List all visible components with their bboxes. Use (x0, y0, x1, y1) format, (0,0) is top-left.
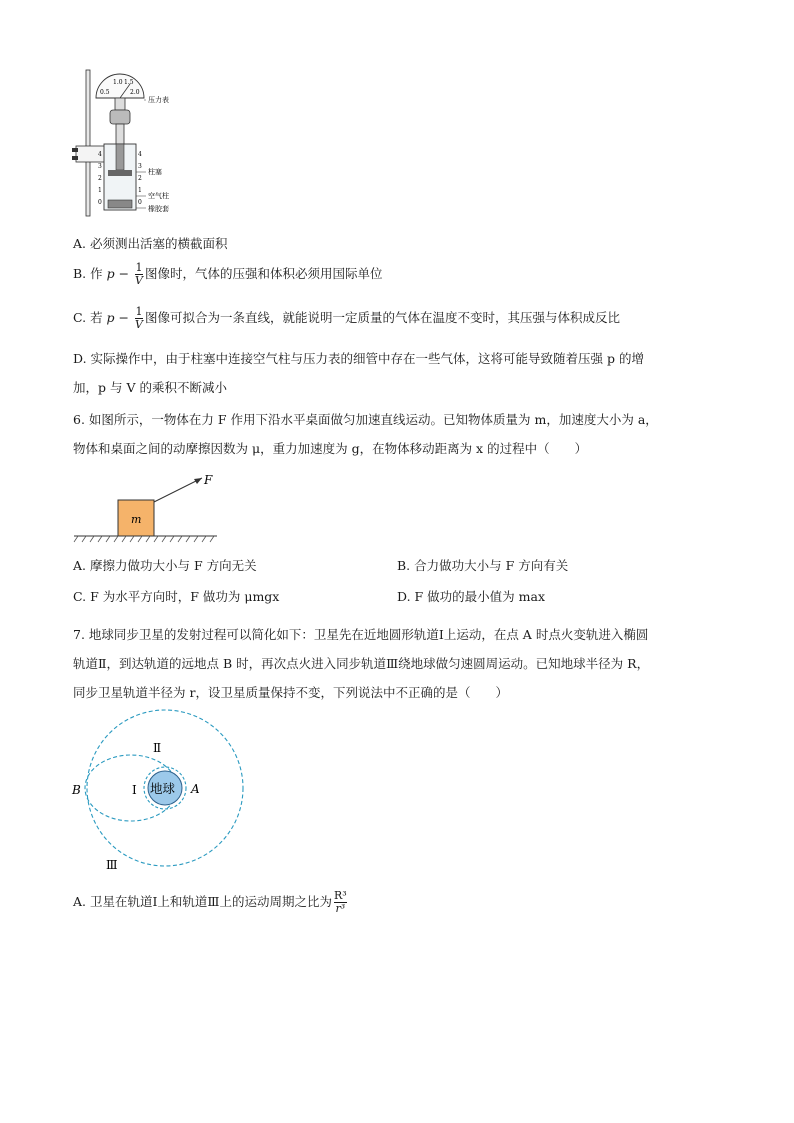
frac-num: 1 (135, 305, 143, 318)
q7-stem-text-2: 轨道Ⅱ，到达轨道的远地点 B 时，再次点火进入同步轨道Ⅲ绕地球做匀速圆周运动。已知地球半径为 R， (73, 656, 650, 671)
gauge-tick-2: 1.5 (124, 79, 134, 86)
q7-stem-line2 (73, 655, 649, 673)
scale-left-2: 2 (98, 175, 102, 182)
q7-stem-line3 (73, 684, 508, 702)
q7-option-a[interactable] (73, 890, 349, 915)
scale-right-0: 0 (138, 199, 142, 206)
scale-right-4: 4 (138, 151, 142, 158)
q5-option-d-line2 (73, 379, 227, 397)
label-rubber-plug: 橡胶套 (148, 205, 169, 213)
scale-left-1: 1 (98, 187, 102, 194)
label-plunger: 柱塞 (148, 168, 162, 176)
q5-option-b-var: p (106, 266, 115, 281)
orbit-1-label: Ⅰ (132, 783, 137, 797)
q6-option-c[interactable] (73, 588, 279, 606)
frac-den: V (135, 274, 143, 287)
point-b-label: B (72, 783, 81, 797)
scale-right-1: 1 (138, 187, 142, 194)
q7-stem-line1 (73, 626, 648, 644)
block-mass-label: m (131, 513, 142, 526)
scale-left-4: 4 (98, 151, 102, 158)
orbit-2-label: Ⅱ (153, 741, 162, 755)
q6-option-c-text: C. F 为水平方向时，F 做功为 μmgx (73, 589, 280, 604)
q6-stem-text-1: 6. 如图所示，一物体在力 F 作用下沿水平桌面做匀加速直线运动。已知物体质量为 m，加速度大小为 a， (73, 412, 658, 427)
gauge-tick-4: 2.0 (130, 89, 140, 96)
q5-option-d-text-1: D. 实际操作中，由于柱塞中连接空气柱与压力表的细管中存在一些气体，这将可能导致随着压强 p 的增 (73, 351, 644, 366)
q5-option-c-prefix: C. 若 (73, 310, 107, 325)
frac-den: r³ (335, 902, 346, 915)
scale-right-3: 3 (138, 163, 142, 170)
q5-option-d-text-2: 加，p 与 V 的乘积不断减小 (73, 380, 227, 395)
q5-option-b[interactable] (73, 262, 383, 287)
q6-option-a-text: A. 摩擦力做功大小与 F 方向无关 (73, 558, 257, 573)
q6-option-d[interactable] (397, 588, 545, 606)
force-label: F (204, 473, 213, 487)
q5-option-c-var: p (106, 310, 115, 325)
block-force-figure (72, 470, 232, 550)
q5-option-d-line1[interactable] (73, 350, 644, 368)
q6-stem-line1 (73, 411, 658, 429)
q5-option-b-prefix: B. 作 (73, 266, 107, 281)
q6-option-d-text: D. F 做功的最小值为 max (397, 589, 545, 604)
q6-stem-line2 (73, 440, 587, 458)
q5-option-c[interactable] (73, 306, 620, 331)
gas-law-apparatus-figure (70, 68, 190, 218)
q5-option-b-text: 图像时，气体的压强和体积必须用国际单位 (145, 266, 383, 281)
satellite-orbit-figure (68, 706, 258, 874)
q5-option-a[interactable] (73, 235, 227, 253)
q6-option-b[interactable] (397, 557, 568, 575)
q7-option-a-text: A. 卫星在轨道Ⅰ上和轨道Ⅲ上的运动周期之比为 (73, 894, 332, 909)
label-pressure-gauge: 压力表 (148, 96, 169, 104)
orbit-3-label: Ⅲ (106, 858, 118, 872)
label-air-column: 空气柱 (148, 192, 169, 200)
scale-left-3: 3 (98, 163, 102, 170)
scale-left-0: 0 (98, 199, 102, 206)
q6-option-b-text: B. 合力做功大小与 F 方向有关 (397, 558, 569, 573)
q5-option-b-fraction (135, 262, 143, 287)
gauge-tick-3: 0.5 (100, 89, 110, 96)
frac-num: 1 (135, 261, 143, 274)
q7-stem-text-3: 同步卫星轨道半径为 r，设卫星质量保持不变，下列说法中不正确的是（ ） (73, 685, 508, 700)
q7-option-a-fraction (334, 890, 347, 915)
frac-num: R³ (333, 889, 347, 902)
q6-stem-text-2: 物体和桌面之间的动摩擦因数为 μ，重力加速度为 g，在物体移动距离为 x 的过程中（ ） (73, 441, 588, 456)
q5-option-a-text: A. 必须测出活塞的横截面积 (73, 236, 228, 251)
point-a-label: A (191, 782, 200, 796)
frac-den: V (134, 318, 143, 331)
gauge-tick-1: 1.0 (113, 79, 123, 86)
scale-right-2: 2 (138, 175, 142, 182)
q5-option-b-minus: − (114, 266, 134, 281)
q5-option-c-minus: − (114, 310, 133, 325)
q7-stem-text-1: 7. 地球同步卫星的发射过程可以简化如下：卫星先在近地圆形轨道Ⅰ上运动，在点 A 时点火变轨进入椭圆 (73, 627, 649, 642)
earth-label: 地球 (150, 781, 176, 796)
q5-option-c-fraction (135, 306, 143, 331)
q6-option-a[interactable] (73, 557, 257, 575)
q5-option-c-text: 图像可拟合为一条直线，就能说明一定质量的气体在温度不变时，其压强与体积成反比 (144, 310, 620, 325)
